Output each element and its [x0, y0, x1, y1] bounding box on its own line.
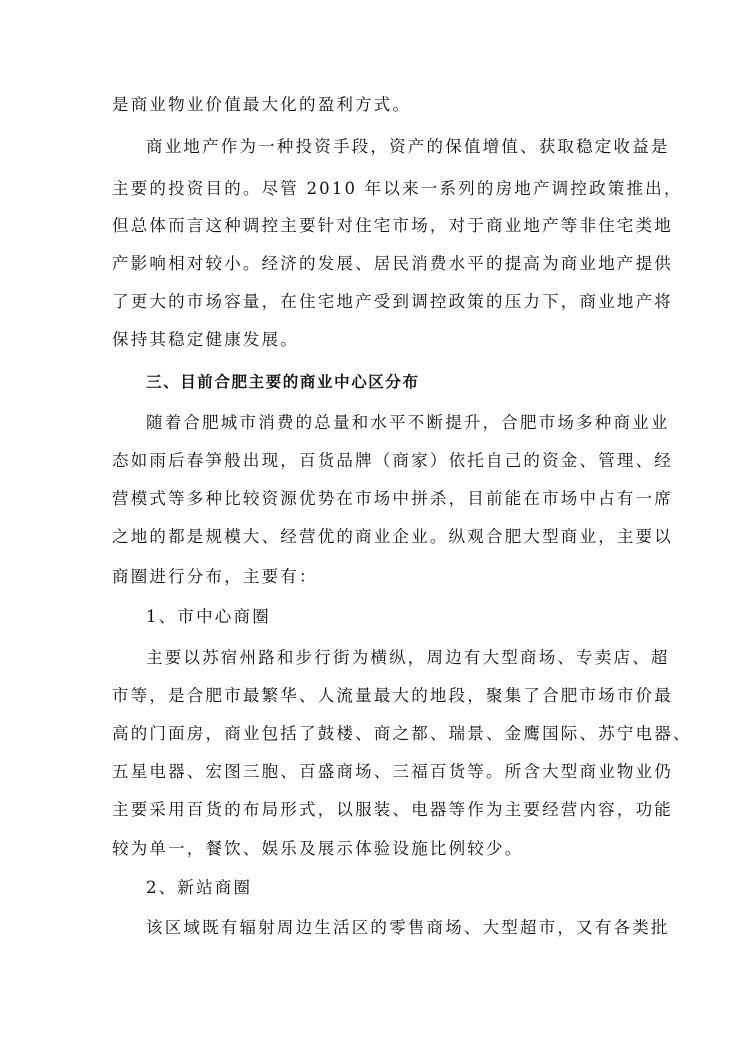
text-line: 较为单一，餐饮、娱乐及展示体验设施比例较少。	[112, 839, 524, 858]
subsection-heading: 1、市中心商圈	[146, 607, 271, 626]
text-line: 五星电器、宏图三胞、百盛商场、三福百货等。所含大型商业物业仍	[112, 762, 673, 781]
text-line: 是商业物业价值最大化的盈利方式。	[112, 95, 412, 114]
paragraph-first-line: 商业地产作为一种投资手段，资产的保值增值、获取稳定收益是	[146, 137, 670, 156]
section-heading: 三、目前合肥主要的商业中心区分布	[146, 373, 420, 391]
text-line: 保持其稳定健康发展。	[112, 330, 299, 349]
text-line: 高的门面房，商业包括了鼓楼、商之都、瑞景、金鹰国际、苏宁电器、	[112, 724, 692, 743]
text-line: 市等，是合肥市最繁华、人流量最大的地段，聚集了合肥市场市价最	[112, 686, 673, 705]
paragraph-first-line: 主要以苏宿州路和步行街为横纵，周边有大型商场、专卖店、超	[146, 648, 670, 667]
text-line: 之地的都是规模大、经营优的商业企业。纵观合肥大型商业，主要以	[112, 527, 673, 546]
text-line: 商圈进行分布，主要有：	[112, 567, 318, 586]
text-line: 产影响相对较小。经济的发展、居民消费水平的提高为商业地产提供	[112, 254, 673, 273]
paragraph-first-line: 随着合肥城市消费的总量和水平不断提升，合肥市场多种商业业	[146, 413, 670, 432]
text-line: 态如雨后春笋般出现，百货品牌（商家）依托自己的资金、管理、经	[112, 451, 673, 470]
text-line: 主要采用百货的布局形式，以服装、电器等作为主要经营内容，功能	[112, 800, 673, 819]
paragraph-first-line: 该区域既有辐射周边生活区的零售商场、大型超市，又有各类批	[146, 918, 670, 937]
text-line: 主要的投资目的。尽管 2010 年以来一系列的房地产调控政策推出，	[112, 179, 683, 198]
text-line: 但总体而言这种调控主要针对住宅市场，对于商业地产等非住宅类地	[112, 216, 673, 235]
text-line: 营模式等多种比较资源优势在市场中拼杀，目前能在市场中占有一席	[112, 489, 673, 508]
subsection-heading: 2、新站商圈	[146, 878, 253, 897]
text-line: 了更大的市场容量，在住宅地产受到调控政策的压力下，商业地产将	[112, 292, 673, 311]
